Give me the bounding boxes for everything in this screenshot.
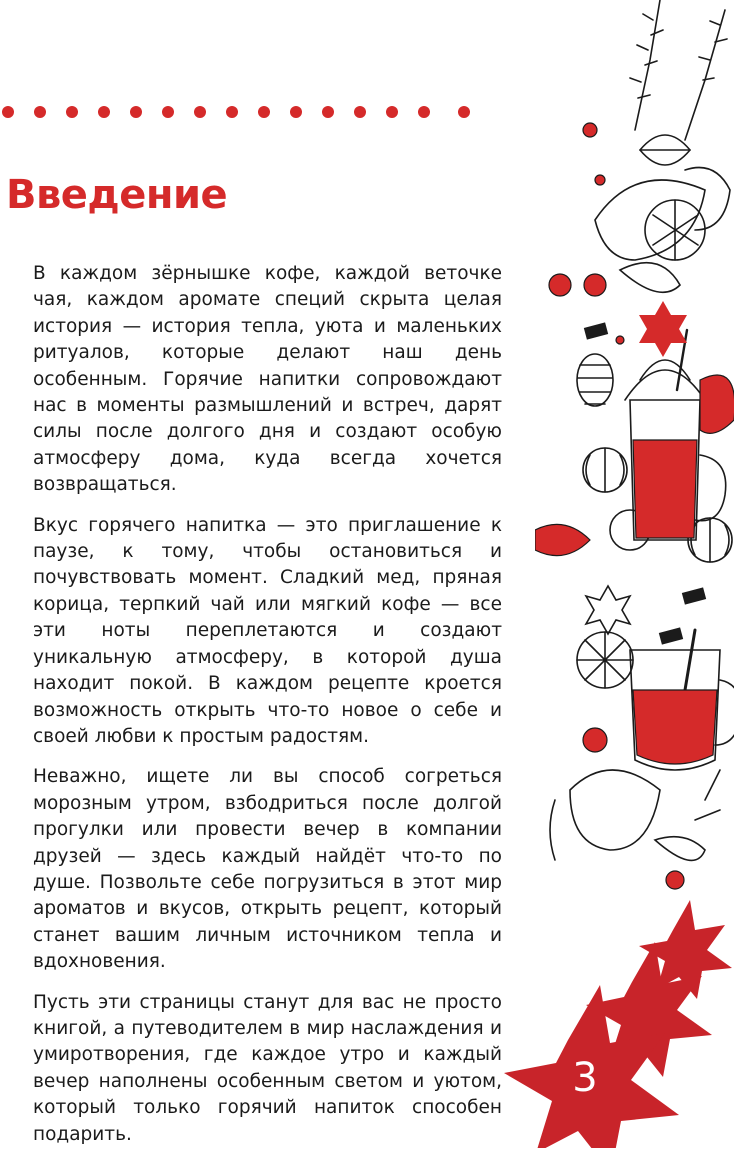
red-stars-decoration xyxy=(500,900,734,1148)
paragraph: Неважно, ищете ли вы способ согреться морозным утром, взбодриться после долгой прогулки или провести вечер в компании друзей — здесь каждый найдёт что-то по душе. Позвольте себе погрузиться в этот мир ароматов и вкусов, открыть рецепт, который станет вашим личным источником тепла и вдохновения. xyxy=(33,766,502,973)
paragraph: Пусть эти страницы станут для вас не просто книгой, а путеводителем в мир наслаждения и умиротворения, где каждое утро и каждый вечер наполнены особенным светом и уютом, который только горячий напиток способен подарить. xyxy=(33,991,502,1145)
body-text xyxy=(33,261,502,1162)
paragraph: Вкус горячего напитка — это приглашение к паузе, к тому, чтобы остановиться и почувствовать момент. Сладкий мед, пряная корица, терпкий чай или мягкий кофе — все эти ноты переплетаются и создают уникальную атмосферу, в которой душа находит покой. В каждом рецепте кроется возможность открыть что-то новое о себе и своей любви к простым радостям. xyxy=(33,514,502,747)
decorative-dots xyxy=(0,97,480,127)
page-title: Введение xyxy=(6,172,228,218)
paragraph: В каждом зёрнышке кофе, каждой веточке чая, каждом аромате специй скрыта целая история — история тепла, уюта и маленьких ритуалов, которые делают наш день особенным. Горячие напитки сопровождают нас в моменты размышлений и встреч, дарят силы после долгого дня и создают особую атмосферу дома, куда всегда хочется возвращаться. xyxy=(33,263,502,496)
hot-drinks-illustration xyxy=(535,0,734,900)
page-number: 3 xyxy=(572,1055,598,1101)
